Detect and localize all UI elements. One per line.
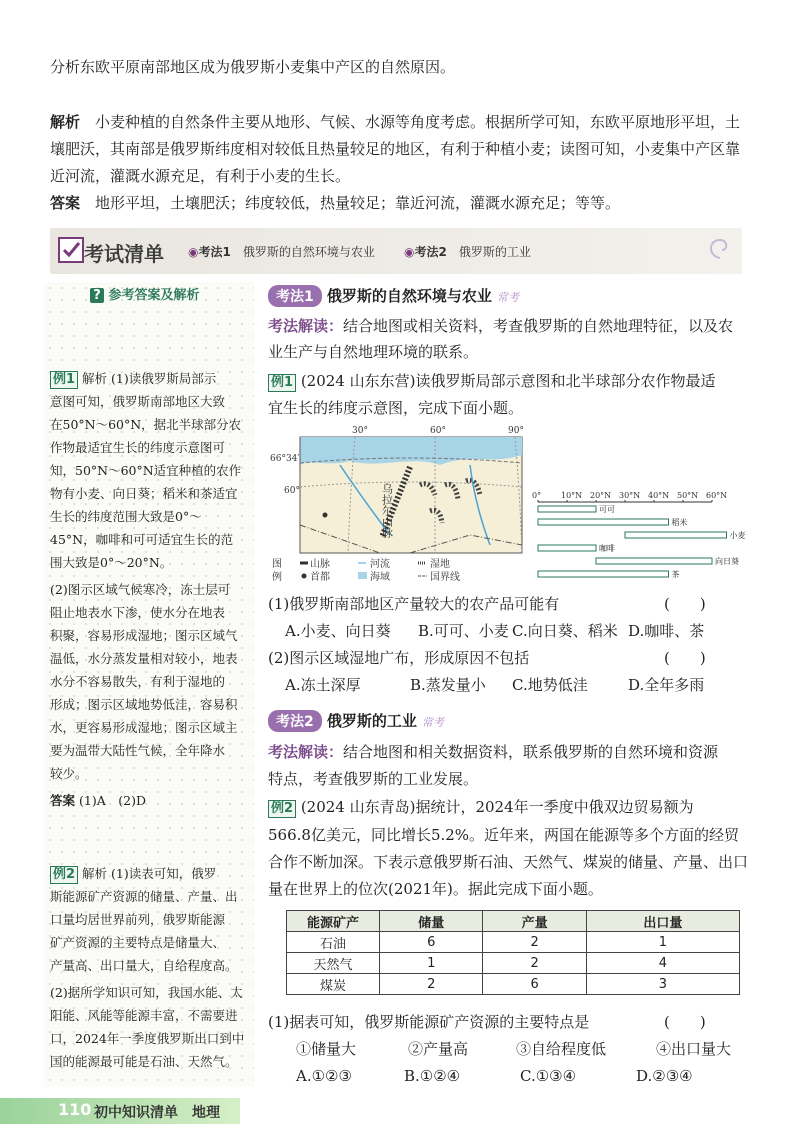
section2-ex-tag: 例2 — [268, 800, 296, 818]
sb-ex1-line: 作物最适宜生长的纬度示意图可 — [50, 440, 226, 455]
chart-bar — [538, 545, 596, 551]
russia-map — [270, 425, 530, 583]
sb-ex1-line: (2)图示区域气候寒冷，冻土层可 — [50, 582, 231, 597]
q1-option-b: B.可可、小麦 — [418, 622, 509, 640]
q2-option-a: A.冻土深厚 — [285, 676, 361, 694]
section1-q1: (1)俄罗斯南部地区产量较大的农产品可能有 — [268, 595, 560, 613]
section2-badge: 常考 — [421, 716, 444, 729]
table-header: 出口量 — [586, 911, 739, 932]
sb-ex2-line-0: 例2 解析 (1)读表可知，俄罗 — [50, 862, 216, 885]
section1-q2-bracket: ( ) — [664, 649, 706, 667]
table-cell: 1 — [380, 953, 483, 974]
sb-ex2-line: 矿产资源的主要特点是储量大、 — [50, 935, 226, 950]
sb-ex1-line: 意图可知，俄罗斯南部地区大致 — [50, 394, 226, 409]
chart-bar — [625, 532, 727, 538]
section1-q2: (2)图示区域湿地广布，形成原因不包括 — [268, 649, 530, 667]
chart-bar — [596, 558, 712, 564]
sb-ex1-line: 45°N，咖啡和可可适宜生长的范 — [50, 532, 234, 547]
s2-option-d: D.②③④ — [636, 1067, 693, 1085]
intro-answer: 答案 地形平坦，土壤肥沃；纬度较低，热量较足；靠近河流，灌溉水源充足；等等。 — [50, 194, 621, 212]
q-item-3: ③自给程度低 — [516, 1040, 607, 1058]
section1-reading-line-1: 考法解读：结合地图或相关资料，考查俄罗斯的自然地理特征，以及农 — [268, 317, 734, 335]
table-cell: 1 — [586, 932, 739, 953]
book-title: 初中知识清单 地理 — [94, 1105, 220, 1121]
section1-title: 俄罗斯的自然环境与农业 — [326, 287, 492, 305]
capital-marker — [323, 513, 328, 518]
s2-option-b: B.①②④ — [404, 1067, 461, 1085]
table-cell: 2 — [483, 932, 586, 953]
section2-example-line-2: 566.8亿美元，同比增长5.2%。近年来，两国在能源等多个方面的经贸 — [268, 826, 740, 844]
section2-example-line-1: 例2 (2024 山东青岛)据统计，2024年一季度中俄双边贸易额为 — [268, 797, 694, 818]
table-header: 产量 — [483, 911, 586, 932]
section1-tag: 考法1 — [268, 285, 322, 307]
chart-category-label: 茶 — [671, 570, 680, 579]
table-cell: 石油 — [287, 932, 380, 953]
lon-label: 30° — [352, 426, 368, 436]
legend-mountain: 山脉 — [310, 559, 330, 570]
sb-ex2-line: (2)据所学知识可知，我国水能、太 — [50, 985, 243, 1000]
sb-ex1-line: 水，更容易形成湿地；图示区域主 — [50, 720, 238, 735]
legend-river: 河流 — [370, 559, 390, 570]
intro-question: 分析东欧平原南部地区成为俄罗斯小麦集中产区的自然原因。 — [50, 58, 456, 76]
chart-tick-label: 40°N — [648, 491, 670, 500]
sb-ex2-line: 国的能源最可能是石油、天然气。 — [50, 1054, 238, 1069]
sb-ex2-line: 口，2024年一季度俄罗斯出口到中 — [50, 1031, 245, 1046]
section2-reading-line-1: 考法解读：结合地图和相关数据资料，联系俄罗斯的自然环境和资源 — [268, 743, 719, 761]
sb-ex1-line: 生长的纬度范围大致是0°～ — [50, 509, 202, 524]
sb-ex1-line: 温低，水分蒸发量相对较小，地表 — [50, 651, 238, 666]
sb-ex1-line: 较少。 — [50, 766, 88, 781]
s2-option-c: C.①③④ — [520, 1067, 577, 1085]
sb-ex1-line: 物有小麦、向日葵；稻米和茶适宜 — [50, 486, 238, 501]
chart-tick-label: 0° — [532, 491, 542, 500]
q2-option-c: C.地势低洼 — [512, 676, 588, 694]
q-item-1: ①储量大 — [296, 1040, 357, 1058]
banner-topic-1: ◉考法1 俄罗斯的自然环境与农业 — [188, 245, 375, 259]
section1-q1-bracket: ( ) — [664, 595, 706, 613]
chart-bar — [538, 506, 596, 512]
chart-category-label: 向日葵 — [715, 557, 739, 566]
sb-ex2-tag: 例2 — [50, 866, 78, 884]
legend-sea: 海域 — [370, 572, 390, 583]
q2-option-d: D.全年多雨 — [628, 676, 705, 694]
analysis-label: 解析 — [50, 113, 81, 131]
q1-option-a: A.小麦、向日葵 — [285, 622, 391, 640]
section1-reading-line-2: 业生产与自然地理环境的联系。 — [268, 343, 479, 361]
banner-title: 考试清单 — [84, 242, 164, 266]
section2-q1: (1)据表可知，俄罗斯能源矿产资源的主要特点是 — [268, 1013, 590, 1031]
lon-label: 90° — [508, 426, 524, 436]
sb-ex2-line: 口量均居世界前列，俄罗斯能源 — [50, 912, 226, 927]
sb-ex1-line: 形成；图示区域地势低洼，容易积 — [50, 697, 238, 712]
table-cell: 天然气 — [287, 953, 380, 974]
sb-ex1-line: 要为温带大陆性气候，全年降水 — [50, 743, 226, 758]
chart-tick-label: 20°N — [590, 491, 612, 500]
legend-title-2: 例 — [272, 572, 282, 583]
table-cell: 4 — [586, 953, 739, 974]
chart-tick-label: 30°N — [619, 491, 641, 500]
question-icon: ? — [90, 288, 104, 303]
legend-wetland: 湿地 — [430, 559, 450, 570]
legend-capital: 首都 — [310, 572, 330, 583]
banner-topic-2: ◉考法2 俄罗斯的工业 — [404, 245, 531, 259]
chart-tick-label: 50°N — [677, 491, 699, 500]
section2-q1-bracket: ( ) — [664, 1013, 706, 1031]
table-cell: 6 — [380, 932, 483, 953]
table-cell: 2 — [380, 974, 483, 995]
swirl-icon — [700, 228, 740, 268]
lat-label: 60° — [284, 486, 300, 496]
sb-ex1-line: 水分不容易散失，有利于湿地的 — [50, 674, 226, 689]
intro-analysis-line-2: 壤肥沃，其南部是俄罗斯纬度相对较低且热量较足的地区，有利于种植小麦；读图可知，小麦集中产区靠 — [50, 140, 741, 158]
table-cell: 煤炭 — [287, 974, 380, 995]
chart-tick-label: 10°N — [561, 491, 583, 500]
sidebar-heading: ? 参考答案及解析 — [90, 284, 200, 303]
section1-badge: 常考 — [496, 291, 519, 304]
checkbox-icon — [58, 237, 84, 263]
chart-bar — [538, 571, 669, 577]
chart-category-label: 小麦 — [729, 531, 746, 540]
table-cell: 2 — [483, 953, 586, 974]
table-cell: 6 — [483, 974, 586, 995]
sb-ex1-line: 知，50°N～60°N适宜种植的农作 — [50, 463, 242, 478]
section2-reading-line-2: 特点，考查俄罗斯的工业发展。 — [268, 770, 479, 788]
legend-border: 国界线 — [430, 572, 460, 583]
latitude-chart — [534, 488, 754, 588]
sb-ex1-line-0: 例1 解析 (1)读俄罗斯局部示 — [50, 367, 216, 390]
lat-label: 66°34′ — [270, 454, 300, 464]
sb-ex1-line: 围大致是0°～20°N。 — [50, 555, 173, 570]
section1-header — [268, 285, 519, 307]
table-header: 储量 — [380, 911, 483, 932]
section2-header — [268, 710, 444, 732]
answer-label: 答案 — [50, 194, 81, 212]
intro-analysis-line-1: 解析 小麦种植的自然条件主要从地形、气候、水源等角度考虑。根据所学可知，东欧平原地形平坦，土 — [50, 113, 741, 131]
q-item-4: ④出口量大 — [656, 1040, 732, 1058]
page-number: 110 — [58, 1100, 92, 1119]
q2-option-b: B.蒸发量小 — [410, 676, 486, 694]
section2-tag: 考法2 — [268, 710, 322, 732]
table-cell: 3 — [586, 974, 739, 995]
q-item-2: ②产量高 — [408, 1040, 469, 1058]
sb-ex1-line: 积聚，容易形成湿地；图示区域气 — [50, 628, 238, 643]
chart-category-label: 稻米 — [671, 518, 688, 527]
section2-example-line-4: 量在世界上的位次(2021年)。据此完成下面小题。 — [268, 880, 603, 898]
table-row — [287, 953, 740, 974]
sb-ex2-line: 斯能源矿产资源的储量、产量、出 — [50, 889, 238, 904]
table-header: 能源矿产 — [287, 911, 380, 932]
s2-option-a: A.①②③ — [296, 1067, 352, 1085]
sb-ex1-tag: 例1 — [50, 371, 78, 389]
sb-ex1-line: 在50°N～60°N，据北半球部分农 — [50, 417, 242, 432]
intro-analysis-line-3: 近河流，灌溉水源充足，有利于小麦的生长。 — [50, 167, 351, 185]
legend-title-1: 图 — [272, 559, 282, 570]
section1-example-line-1: 例1 (2024 山东东营)读俄罗斯局部示意图和北半球部分农作物最适 — [268, 371, 715, 392]
chart-category-label: 咖啡 — [599, 544, 615, 553]
mountain-label: 乌拉尔山脉 — [380, 483, 394, 538]
sb-ex2-line: 产量高、出口量大，自给程度高。 — [50, 958, 238, 973]
chart-bar — [538, 519, 669, 525]
table-header-row — [287, 911, 740, 932]
chart-category-label: 可可 — [599, 505, 615, 514]
q1-option-c: C.向日葵、稻米 — [512, 622, 618, 640]
table-row — [287, 932, 740, 953]
sb-ex1-line: 阻止地表水下渗，使水分在地表 — [50, 605, 226, 620]
sb-ex1-answer: 答案 (1)A (2)D — [50, 793, 146, 808]
energy-table — [286, 910, 740, 995]
q1-option-d: D.咖啡、茶 — [628, 622, 705, 640]
table-row — [287, 974, 740, 995]
section1-example-line-2: 宜生长的纬度示意图，完成下面小题。 — [268, 399, 524, 417]
section1-ex-tag: 例1 — [268, 374, 296, 392]
sb-ex2-line: 阳能、风能等能源丰富，不需要进 — [50, 1008, 238, 1023]
section2-example-line-3: 合作不断加深。下表示意俄罗斯石油、天然气、煤炭的储量、产量、出口 — [268, 853, 749, 871]
chart-tick-label: 60°N — [706, 491, 728, 500]
lon-label: 60° — [430, 426, 446, 436]
section2-title: 俄罗斯的工业 — [326, 712, 417, 730]
